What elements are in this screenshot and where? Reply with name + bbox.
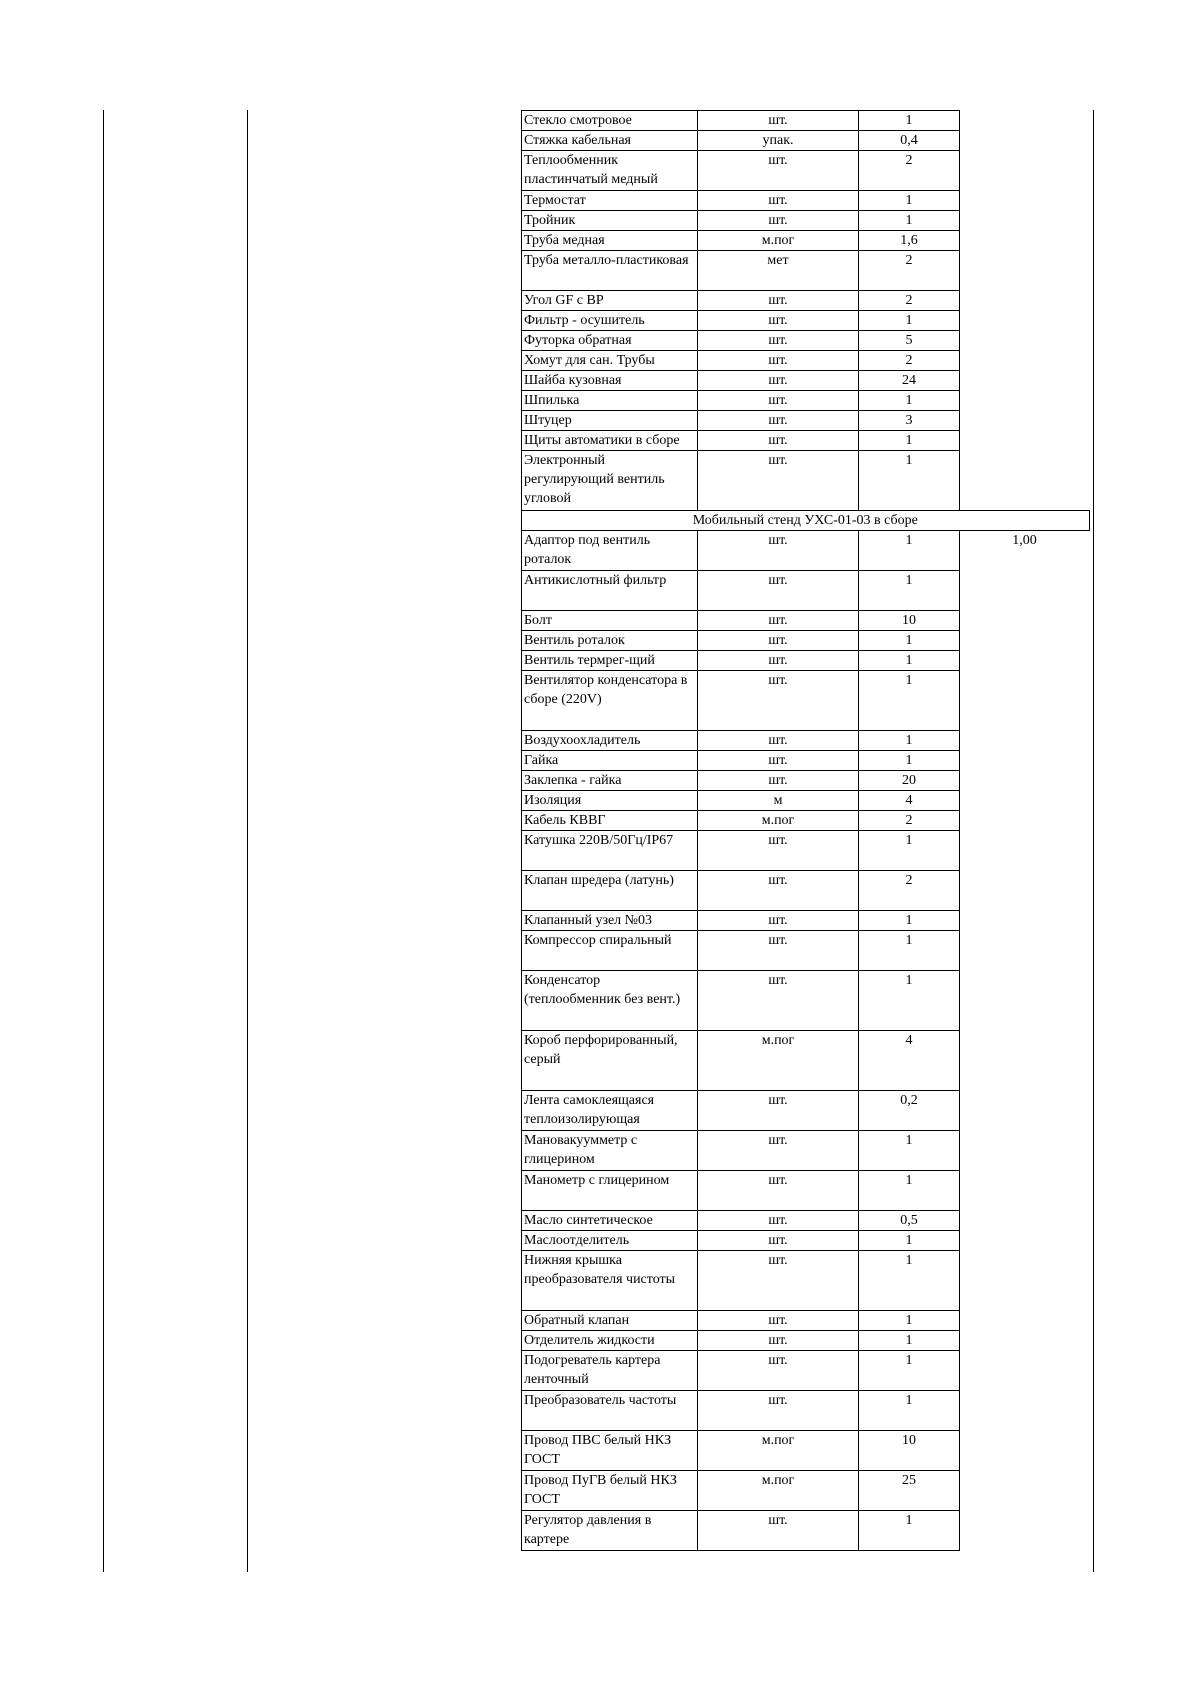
item-qty-cell: 1	[859, 1351, 960, 1391]
table-row	[522, 291, 1090, 311]
item-name-cell: Шайба кузовная	[522, 371, 698, 391]
table-row	[522, 151, 1090, 191]
table-row	[522, 811, 1090, 831]
item-unit-cell: шт.	[698, 1091, 859, 1131]
item-qty-cell: 1	[859, 1391, 960, 1431]
table-row	[522, 191, 1090, 211]
item-extra-cell	[960, 971, 1090, 1031]
item-extra-cell	[960, 811, 1090, 831]
table-row	[522, 531, 1090, 571]
item-unit-cell: шт.	[698, 371, 859, 391]
item-qty-cell: 1	[859, 391, 960, 411]
item-extra-cell	[960, 771, 1090, 791]
item-unit-cell: м.пог	[698, 1431, 859, 1471]
table-row	[522, 431, 1090, 451]
item-name-cell: Антикислотный фильтр	[522, 571, 698, 611]
item-name-cell: Заклепка - гайка	[522, 771, 698, 791]
item-name-cell: Подогреватель картера ленточный	[522, 1351, 698, 1391]
left-border-line	[103, 110, 104, 1572]
item-name-cell: Лента самоклеящаяся теплоизолирующая	[522, 1091, 698, 1131]
table-row	[522, 1211, 1090, 1231]
item-unit-cell: шт.	[698, 531, 859, 571]
item-unit-cell: шт.	[698, 771, 859, 791]
item-extra-cell	[960, 411, 1090, 431]
item-name-cell: Клапанный узел №03	[522, 911, 698, 931]
item-name-cell: Манометр с глицерином	[522, 1171, 698, 1211]
table-row	[522, 1171, 1090, 1211]
item-unit-cell: шт.	[698, 831, 859, 871]
item-qty-cell: 1	[859, 191, 960, 211]
column-divider-line	[247, 110, 248, 1572]
item-extra-cell	[960, 871, 1090, 911]
item-qty-cell: 0,2	[859, 1091, 960, 1131]
item-extra-cell	[960, 131, 1090, 151]
item-name-cell: Регулятор давления в картере	[522, 1511, 698, 1551]
item-qty-cell: 1	[859, 751, 960, 771]
item-qty-cell: 2	[859, 871, 960, 911]
item-extra-cell	[960, 431, 1090, 451]
item-unit-cell: шт.	[698, 211, 859, 231]
table-row	[522, 731, 1090, 751]
item-name-cell: Изоляция	[522, 791, 698, 811]
table-row	[522, 311, 1090, 331]
item-extra-cell	[960, 391, 1090, 411]
item-extra-cell	[960, 791, 1090, 811]
item-unit-cell: шт.	[698, 431, 859, 451]
table-row	[522, 211, 1090, 231]
table-row	[522, 371, 1090, 391]
item-extra-cell	[960, 611, 1090, 631]
item-name-cell: Компрессор спиральный	[522, 931, 698, 971]
item-name-cell: Фильтр - осушитель	[522, 311, 698, 331]
table-row	[522, 331, 1090, 351]
item-unit-cell: шт.	[698, 731, 859, 751]
item-name-cell: Отделитель жидкости	[522, 1331, 698, 1351]
item-qty-cell: 1,6	[859, 231, 960, 251]
table-row	[522, 971, 1090, 1031]
item-extra-cell	[960, 111, 1090, 131]
item-unit-cell: шт.	[698, 911, 859, 931]
section-title: Мобильный стенд УХС-01-03 в сборе	[522, 511, 1090, 531]
item-qty-cell: 1	[859, 431, 960, 451]
item-unit-cell: мет	[698, 251, 859, 291]
item-unit-cell: м.пог	[698, 231, 859, 251]
item-unit-cell: шт.	[698, 1351, 859, 1391]
item-name-cell: Кабель КВВГ	[522, 811, 698, 831]
item-unit-cell: шт.	[698, 351, 859, 371]
item-unit-cell: шт.	[698, 111, 859, 131]
item-name-cell: Вентиль роталок	[522, 631, 698, 651]
item-name-cell: Провод ПуГВ белый НКЗ ГОСТ	[522, 1471, 698, 1511]
table-row	[522, 831, 1090, 871]
item-qty-cell: 1	[859, 931, 960, 971]
item-extra-cell	[960, 831, 1090, 871]
table-row	[522, 671, 1090, 731]
table-row	[522, 791, 1090, 811]
item-extra-cell	[960, 1391, 1090, 1431]
item-name-cell: Маслоотделитель	[522, 1231, 698, 1251]
item-qty-cell: 2	[859, 151, 960, 191]
item-qty-cell: 1	[859, 1511, 960, 1551]
item-unit-cell: шт.	[698, 1251, 859, 1311]
item-extra-cell	[960, 1351, 1090, 1391]
item-unit-cell: шт.	[698, 611, 859, 631]
table-row	[522, 871, 1090, 911]
table-row	[522, 1331, 1090, 1351]
item-name-cell: Шпилька	[522, 391, 698, 411]
item-qty-cell: 1	[859, 531, 960, 571]
item-qty-cell: 1	[859, 831, 960, 871]
item-unit-cell: шт.	[698, 191, 859, 211]
item-unit-cell: м.пог	[698, 811, 859, 831]
item-qty-cell: 0,5	[859, 1211, 960, 1231]
item-qty-cell: 1	[859, 1311, 960, 1331]
item-unit-cell: м.пог	[698, 1031, 859, 1091]
item-qty-cell: 4	[859, 1031, 960, 1091]
item-qty-cell: 1	[859, 311, 960, 331]
table-row	[522, 1351, 1090, 1391]
item-name-cell: Адаптор под вентиль роталок	[522, 531, 698, 571]
item-name-cell: Провод ПВС белый НКЗ ГОСТ	[522, 1431, 698, 1471]
item-qty-cell: 1	[859, 731, 960, 751]
item-extra-cell	[960, 291, 1090, 311]
table-row	[522, 1471, 1090, 1511]
item-unit-cell: шт.	[698, 971, 859, 1031]
item-qty-cell: 1	[859, 111, 960, 131]
item-unit-cell: шт.	[698, 571, 859, 611]
item-name-cell: Клапан шредера (латунь)	[522, 871, 698, 911]
item-name-cell: Преобразователь частоты	[522, 1391, 698, 1431]
item-extra-cell	[960, 1171, 1090, 1211]
item-name-cell: Стекло смотровое	[522, 111, 698, 131]
materials-table	[521, 110, 1090, 1551]
item-qty-cell: 1	[859, 1251, 960, 1311]
table-row	[522, 1431, 1090, 1471]
item-extra-cell	[960, 1131, 1090, 1171]
item-name-cell: Щиты автоматики в сборе	[522, 431, 698, 451]
item-name-cell: Хомут для сан. Трубы	[522, 351, 698, 371]
item-unit-cell: м.пог	[698, 1471, 859, 1511]
item-qty-cell: 1	[859, 451, 960, 511]
item-unit-cell: шт.	[698, 151, 859, 191]
item-name-cell: Вентилятор конденсатора в сборе (220V)	[522, 671, 698, 731]
item-unit-cell: шт.	[698, 391, 859, 411]
item-name-cell: Болт	[522, 611, 698, 631]
item-qty-cell: 3	[859, 411, 960, 431]
item-extra-cell	[960, 751, 1090, 771]
item-name-cell: Футорка обратная	[522, 331, 698, 351]
table-row	[522, 751, 1090, 771]
table-row	[522, 651, 1090, 671]
item-qty-cell: 1	[859, 211, 960, 231]
item-qty-cell: 1	[859, 911, 960, 931]
item-name-cell: Обратный клапан	[522, 1311, 698, 1331]
item-name-cell: Стяжка кабельная	[522, 131, 698, 151]
item-extra-cell	[960, 1031, 1090, 1091]
section-header-row	[522, 511, 1090, 531]
item-unit-cell: шт.	[698, 411, 859, 431]
item-unit-cell: шт.	[698, 651, 859, 671]
item-extra-cell	[960, 731, 1090, 751]
item-unit-cell: шт.	[698, 1331, 859, 1351]
item-qty-cell: 1	[859, 571, 960, 611]
table-row	[522, 131, 1090, 151]
table-row	[522, 251, 1090, 291]
item-extra-cell	[960, 451, 1090, 511]
item-qty-cell: 2	[859, 291, 960, 311]
table-row	[522, 1311, 1090, 1331]
item-extra-cell	[960, 1211, 1090, 1231]
table-row	[522, 1511, 1090, 1551]
item-name-cell: Масло синтетическое	[522, 1211, 698, 1231]
item-extra-cell	[960, 651, 1090, 671]
item-unit-cell: шт.	[698, 451, 859, 511]
item-extra-cell	[960, 1231, 1090, 1251]
item-qty-cell: 24	[859, 371, 960, 391]
table-row	[522, 1251, 1090, 1311]
item-unit-cell: шт.	[698, 751, 859, 771]
item-qty-cell: 20	[859, 771, 960, 791]
item-name-cell: Электронный регулирующий вентиль угловой	[522, 451, 698, 511]
item-extra-cell	[960, 1471, 1090, 1511]
item-name-cell: Труба медная	[522, 231, 698, 251]
table-row	[522, 231, 1090, 251]
table-row	[522, 1391, 1090, 1431]
item-name-cell: Гайка	[522, 751, 698, 771]
item-unit-cell: шт.	[698, 1311, 859, 1331]
item-name-cell: Конденсатор (теплообменник без вент.)	[522, 971, 698, 1031]
item-extra-cell	[960, 1331, 1090, 1351]
table-row	[522, 111, 1090, 131]
item-name-cell: Термостат	[522, 191, 698, 211]
table-row	[522, 351, 1090, 371]
item-extra-cell	[960, 931, 1090, 971]
table-row	[522, 631, 1090, 651]
item-name-cell: Тройник	[522, 211, 698, 231]
item-unit-cell: упак.	[698, 131, 859, 151]
item-unit-cell: шт.	[698, 291, 859, 311]
item-unit-cell: шт.	[698, 871, 859, 911]
item-extra-cell	[960, 631, 1090, 651]
item-unit-cell: шт.	[698, 311, 859, 331]
item-extra-cell	[960, 1311, 1090, 1331]
item-qty-cell: 10	[859, 611, 960, 631]
item-unit-cell: шт.	[698, 671, 859, 731]
item-name-cell: Труба металло-пластиковая	[522, 251, 698, 291]
item-extra-cell	[960, 911, 1090, 931]
item-unit-cell: шт.	[698, 1231, 859, 1251]
item-qty-cell: 1	[859, 631, 960, 651]
item-unit-cell: шт.	[698, 1131, 859, 1171]
item-name-cell: Катушка 220В/50Гц/IP67	[522, 831, 698, 871]
item-unit-cell: шт.	[698, 631, 859, 651]
table-row	[522, 1091, 1090, 1131]
item-extra-cell	[960, 251, 1090, 291]
table-row	[522, 571, 1090, 611]
item-extra-cell	[960, 331, 1090, 351]
item-extra-cell: 1,00	[960, 531, 1090, 571]
item-qty-cell: 0,4	[859, 131, 960, 151]
item-extra-cell	[960, 371, 1090, 391]
item-unit-cell: шт.	[698, 1211, 859, 1231]
item-qty-cell: 4	[859, 791, 960, 811]
item-name-cell: Нижняя крышка преобразователя чистоты	[522, 1251, 698, 1311]
item-qty-cell: 1	[859, 651, 960, 671]
item-extra-cell	[960, 151, 1090, 191]
item-qty-cell: 1	[859, 1331, 960, 1351]
table-row	[522, 451, 1090, 511]
item-extra-cell	[960, 311, 1090, 331]
item-name-cell: Воздухоохладитель	[522, 731, 698, 751]
item-name-cell: Штуцер	[522, 411, 698, 431]
item-name-cell: Короб перфорированный, серый	[522, 1031, 698, 1091]
table-row	[522, 1031, 1090, 1091]
item-qty-cell: 1	[859, 1131, 960, 1171]
item-name-cell: Вентиль термрег-щий	[522, 651, 698, 671]
item-extra-cell	[960, 211, 1090, 231]
item-unit-cell: м	[698, 791, 859, 811]
table-row	[522, 1231, 1090, 1251]
table-row	[522, 611, 1090, 631]
item-extra-cell	[960, 1431, 1090, 1471]
table-row	[522, 911, 1090, 931]
item-extra-cell	[960, 671, 1090, 731]
table-row	[522, 411, 1090, 431]
item-extra-cell	[960, 1511, 1090, 1551]
item-qty-cell: 2	[859, 351, 960, 371]
right-border-line	[1093, 110, 1094, 1572]
item-unit-cell: шт.	[698, 1511, 859, 1551]
item-unit-cell: шт.	[698, 1391, 859, 1431]
item-unit-cell: шт.	[698, 931, 859, 971]
item-qty-cell: 1	[859, 1231, 960, 1251]
item-unit-cell: шт.	[698, 1171, 859, 1211]
item-extra-cell	[960, 191, 1090, 211]
item-extra-cell	[960, 1251, 1090, 1311]
item-name-cell: Мановакуумметр с глицерином	[522, 1131, 698, 1171]
item-qty-cell: 25	[859, 1471, 960, 1511]
item-qty-cell: 1	[859, 671, 960, 731]
table-row	[522, 1131, 1090, 1171]
item-extra-cell	[960, 1091, 1090, 1131]
item-qty-cell: 1	[859, 1171, 960, 1211]
item-qty-cell: 2	[859, 811, 960, 831]
item-name-cell: Угол GF с ВР	[522, 291, 698, 311]
item-unit-cell: шт.	[698, 331, 859, 351]
item-extra-cell	[960, 351, 1090, 371]
item-qty-cell: 2	[859, 251, 960, 291]
item-extra-cell	[960, 231, 1090, 251]
item-name-cell: Теплообменник пластинчатый медный	[522, 151, 698, 191]
materials-table-body	[522, 111, 1090, 1551]
item-qty-cell: 5	[859, 331, 960, 351]
table-row	[522, 391, 1090, 411]
table-row	[522, 931, 1090, 971]
item-qty-cell: 1	[859, 971, 960, 1031]
table-row	[522, 771, 1090, 791]
item-extra-cell	[960, 571, 1090, 611]
item-qty-cell: 10	[859, 1431, 960, 1471]
